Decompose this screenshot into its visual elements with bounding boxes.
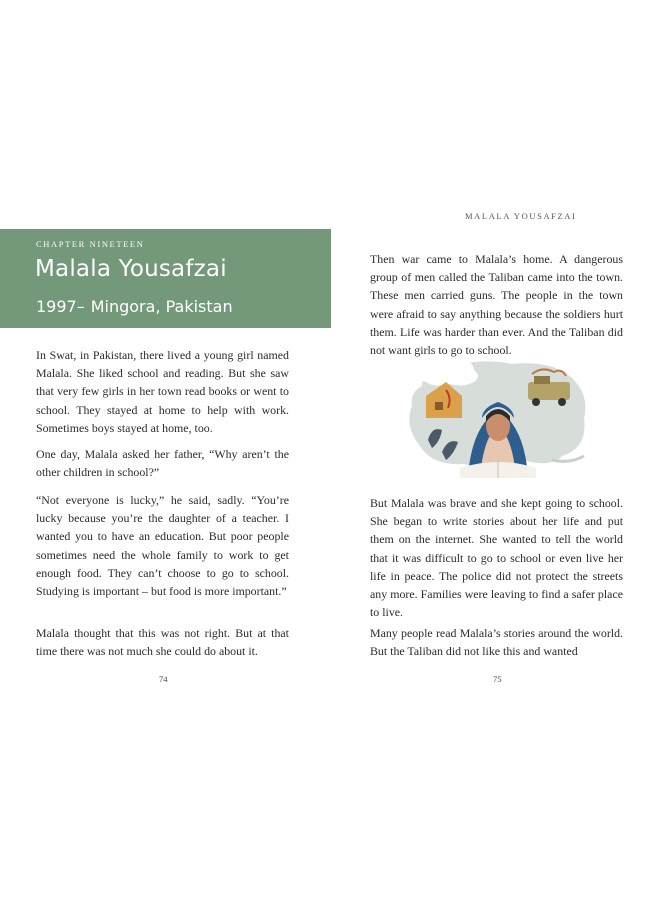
chapter-year: 1997–: [36, 297, 85, 316]
page-number: 74: [159, 674, 168, 684]
right-page: [330, 0, 660, 904]
running-head: MALALA YOUSAFZAI: [465, 211, 577, 221]
paragraph: Then war came to Malala’s home. A dangerous group of men called the Taliban came into the town. These men carried guns. The people in the town were afraid to say anything because the soldiers hurt them. Life was harder than ever. And the Taliban did not want girls to go to school.: [370, 252, 623, 358]
paragraph: Many people read Malala’s stories around the world. But the Taliban did not like this and wanted: [370, 626, 623, 659]
paragraph: One day, Malala asked her father, “Why aren’t the other children in school?”: [36, 447, 289, 480]
chapter-banner: [0, 229, 331, 328]
paragraph: “Not everyone is lucky,” he said, sadly. “You’re lucky because you’re the daughter of a teacher. I wanted you to have an education. But poor people sometimes need the whole family to work to get enough food. They can’t choose to go to school. Studying is important – but food is more important.”: [36, 493, 289, 599]
chapter-label: CHAPTER NINETEEN: [36, 239, 145, 249]
malala-reading-illustration: [402, 356, 592, 478]
chapter-title: Malala Yousafzai: [35, 256, 227, 282]
chapter-place: Mingora, Pakistan: [90, 297, 233, 316]
chapter-subtitle: [36, 297, 233, 316]
paragraph: In Swat, in Pakistan, there lived a young girl named Malala. She liked school and reading. But she saw that very few girls in her town read books or went to school. They stayed at home to help with work. Sometimes boys stayed at home, too.: [36, 348, 289, 435]
paragraph: Malala thought that this was not right. But at that time there was not much she could do about it.: [36, 626, 289, 659]
paragraph: But Malala was brave and she kept going to school. She began to write stories about her life and put them on the internet. She wanted to tell the world that it was difficult to go to school or even live her life in peace. The police did not protect the streets any more. Families were leaving to find a safer place to live.: [370, 496, 623, 620]
page-number: 75: [493, 674, 502, 684]
